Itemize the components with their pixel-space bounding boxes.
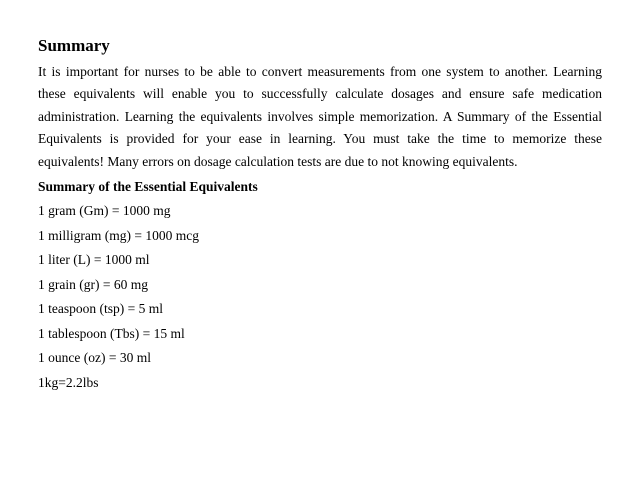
equivalent-item-liter: 1 liter (L) = 1000 ml <box>38 252 150 268</box>
equivalent-item-milligram: 1 milligram (mg) = 1000 mcg <box>38 227 199 243</box>
summary-paragraph: It is important for nurses to be able to convert measurements from one system to another. Learning these equivalents will enable you to successfully calculate dosages and ensure safe medication administration. Learning the equivalents involves simple memorization. A Summary of the Essential Equivalents is provided for your ease in learning. You must take the time to memorize these equivalents! Many errors on dosage calculation tests are due to not knowing equivalents. <box>38 64 602 169</box>
equivalent-item-teaspoon: 1 teaspoon (tsp) = 5 ml <box>38 301 163 317</box>
equivalent-item-gram: 1 gram (Gm) = 1000 mg <box>38 203 171 219</box>
equivalent-item-kilogram: 1kg=2.2lbs <box>38 374 99 390</box>
equivalent-item-tablespoon: 1 tablespoon (Tbs) = 15 ml <box>38 325 185 341</box>
equivalent-item-ounce: 1 ounce (oz) = 30 ml <box>38 350 151 366</box>
equivalents-list <box>38 202 602 392</box>
summary-heading: Summary <box>38 36 110 55</box>
slide-content <box>38 36 602 398</box>
equivalent-item-grain: 1 grain (gr) = 60 mg <box>38 276 148 292</box>
equivalents-heading: Summary of the Essential Equivalents <box>38 179 258 195</box>
